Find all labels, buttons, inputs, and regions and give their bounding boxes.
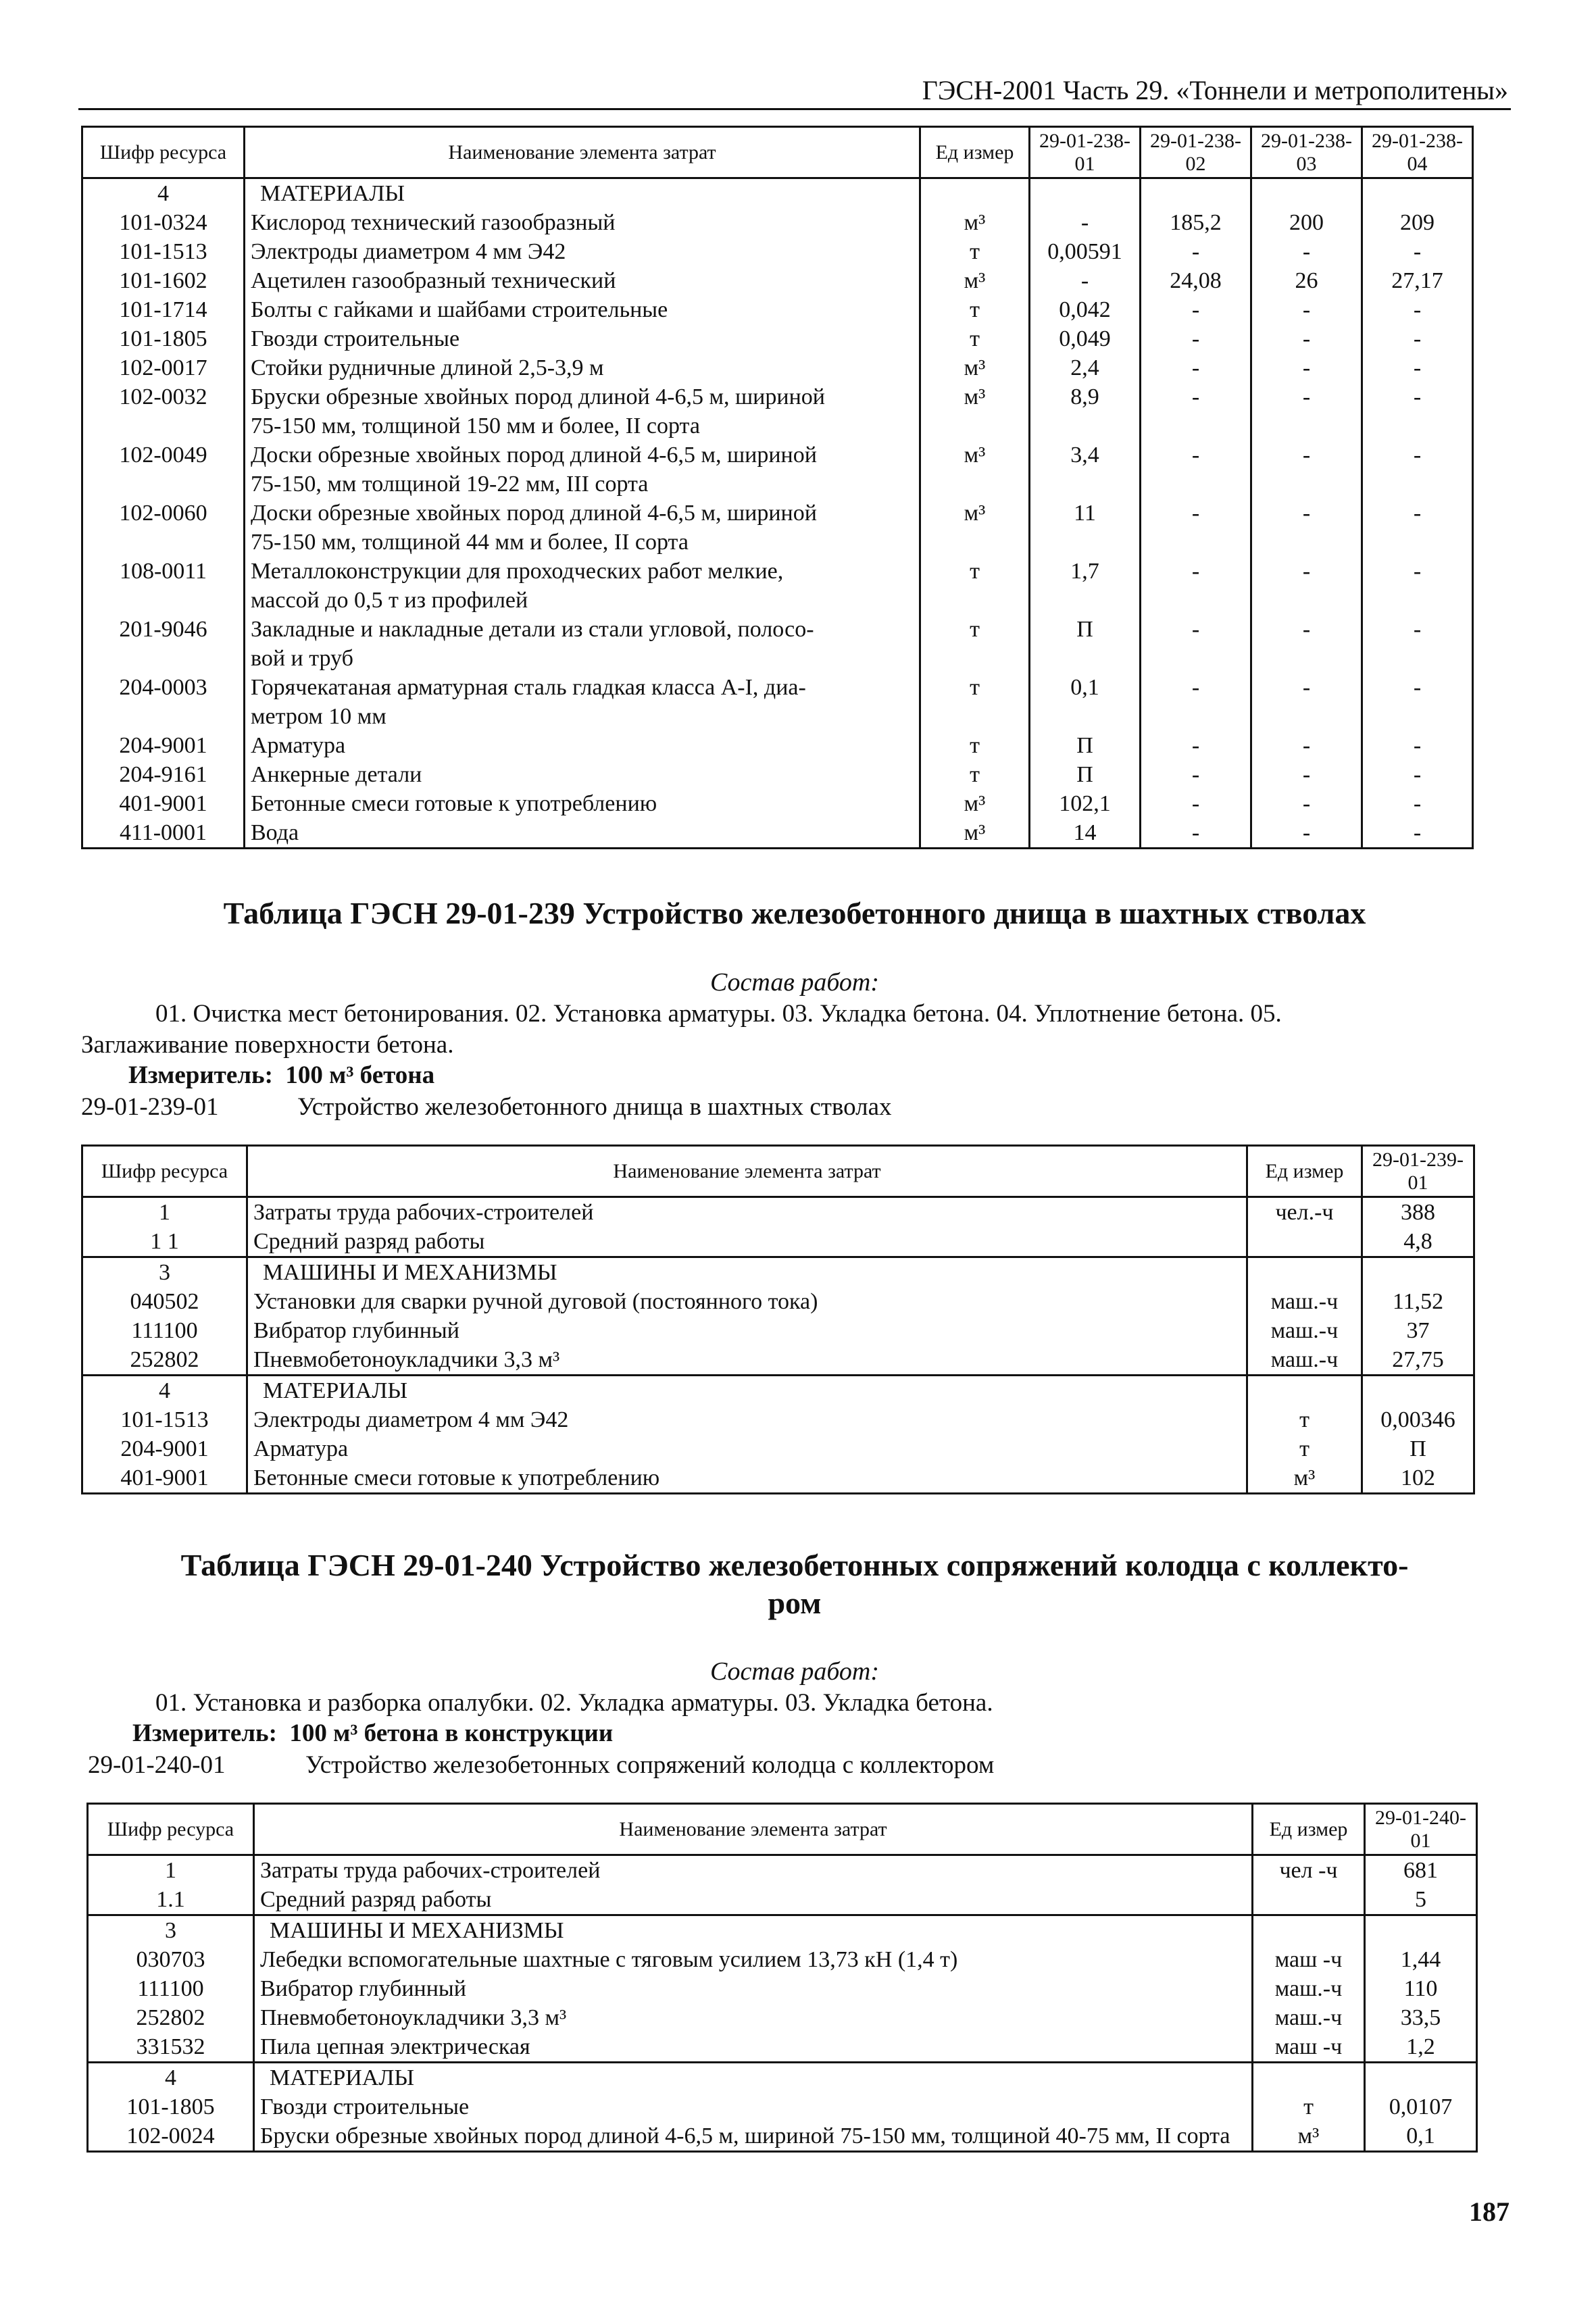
- resource-name: Пневмобетоноукладчики 3,3 м³: [247, 1345, 1247, 1376]
- value: 110: [1365, 1974, 1477, 2003]
- resource-name-line: метром 10 мм: [251, 704, 386, 729]
- composition-line2-239: Заглаживание поверхности бетона.: [81, 1031, 454, 1059]
- resource-name-line: Бетонные смеси готовые к употреблению: [251, 791, 657, 816]
- value: 4,8: [1362, 1227, 1474, 1257]
- value-238-03: -: [1251, 237, 1362, 266]
- col-header-code: Шифр ресурса: [88, 1804, 254, 1855]
- table-row: [82, 1197, 1474, 1228]
- resource-code: 108-0011: [82, 557, 245, 615]
- resource-name: Электроды диаметром 4 мм Э42: [247, 1405, 1247, 1434]
- resource-name: Вибратор глубинный: [247, 1316, 1247, 1345]
- table-row: [82, 557, 1473, 615]
- unit: маш.-ч: [1253, 1974, 1365, 2003]
- resource-name: [245, 266, 920, 295]
- resource-name: Затраты труда рабочих-строителей: [254, 1855, 1253, 1886]
- table-row: [88, 2032, 1477, 2063]
- unit: [1247, 1227, 1362, 1257]
- resource-name: Затраты труда рабочих-строителей: [247, 1197, 1247, 1228]
- value-238-02: -: [1141, 818, 1251, 849]
- materials-table-238: [81, 126, 1474, 849]
- resource-name-line: Ацетилен газообразный технический: [251, 268, 616, 293]
- table-row: [82, 441, 1473, 499]
- value-238-04: -: [1362, 382, 1473, 441]
- value-238-02: -: [1141, 615, 1251, 673]
- resource-code: 102-0060: [82, 499, 245, 557]
- table-row: [82, 208, 1473, 237]
- resource-code: 102-0024: [88, 2121, 254, 2152]
- unit: [1247, 1257, 1362, 1288]
- unit: м³: [1253, 2121, 1365, 2152]
- resource-name: Средний разряд работы: [254, 1885, 1253, 1915]
- value-238-04: -: [1362, 818, 1473, 849]
- resource-code: 4: [88, 2063, 254, 2093]
- value-238-02: -: [1141, 237, 1251, 266]
- resource-code: 4: [82, 178, 245, 209]
- value: 388: [1362, 1197, 1474, 1228]
- resource-name-line: 75-150, мм толщиной 19-22 мм, III сорта: [251, 472, 649, 497]
- unit: маш.-ч: [1253, 2003, 1365, 2032]
- table-row: [82, 1434, 1474, 1463]
- table-row: [82, 1227, 1474, 1257]
- value-238-01: П: [1030, 615, 1141, 673]
- col-header-code: Шифр ресурса: [82, 127, 245, 178]
- table-row: [88, 2003, 1477, 2032]
- col-header-240-01: 29-01-240-01: [1365, 1804, 1477, 1855]
- value-238-03: -: [1251, 615, 1362, 673]
- resource-name: [245, 789, 920, 818]
- unit: т: [920, 615, 1030, 673]
- value-238-04: 209: [1362, 208, 1473, 237]
- value-238-04: -: [1362, 499, 1473, 557]
- measure-value-240: 100 м³ бетона в конструкции: [289, 1719, 614, 1747]
- resource-code: 252802: [82, 1345, 247, 1376]
- value-238-03: -: [1251, 789, 1362, 818]
- unit: маш -ч: [1253, 2032, 1365, 2063]
- value-238-03: -: [1251, 818, 1362, 849]
- value-238-04: -: [1362, 615, 1473, 673]
- value-238-02: -: [1141, 673, 1251, 731]
- value-238-04: -: [1362, 324, 1473, 353]
- value-238-01: 3,4: [1030, 441, 1141, 499]
- value-238-02: -: [1141, 295, 1251, 324]
- value: [1365, 1915, 1477, 1946]
- resource-name: [245, 760, 920, 789]
- unit: м³: [1247, 1463, 1362, 1494]
- value-238-03: -: [1251, 760, 1362, 789]
- resource-name-line: Стойки рудничные длиной 2,5-3,9 м: [251, 355, 604, 380]
- resource-code: 111100: [88, 1974, 254, 2003]
- resource-name-line: массой до 0,5 т из профилей: [251, 588, 528, 613]
- unit: м³: [920, 266, 1030, 295]
- table-row: [82, 1316, 1474, 1345]
- resource-name-line: Горячекатаная арматурная сталь гладкая класса А-I, диа-: [251, 675, 806, 700]
- resource-code: 102-0049: [82, 441, 245, 499]
- resource-name-line: Кислород технический газообразный: [251, 210, 616, 235]
- resource-name: [245, 818, 920, 849]
- value-238-01: 11: [1030, 499, 1141, 557]
- table-row: [88, 2092, 1477, 2121]
- section-row: [82, 1257, 1474, 1288]
- norm-name-240: Устройство железобетонных сопряжений колодца с коллектором: [305, 1751, 995, 1779]
- resource-code: 4: [82, 1376, 247, 1406]
- col-header-238-04: 29-01-238-04: [1362, 127, 1473, 178]
- value-238-03: -: [1251, 295, 1362, 324]
- unit: [1253, 2063, 1365, 2093]
- value-238-04: -: [1362, 557, 1473, 615]
- unit: чел -ч: [1253, 1855, 1365, 1886]
- resource-name: Средний разряд работы: [247, 1227, 1247, 1257]
- value-238-02: -: [1141, 441, 1251, 499]
- resource-name-line: Гвозди строительные: [251, 326, 460, 351]
- resource-code: 204-9001: [82, 731, 245, 760]
- value-238-01: 0,042: [1030, 295, 1141, 324]
- value-238-03: -: [1251, 673, 1362, 731]
- resource-code: 111100: [82, 1316, 247, 1345]
- resource-name: [245, 324, 920, 353]
- resource-name: Арматура: [247, 1434, 1247, 1463]
- value-238-01: -: [1030, 208, 1141, 237]
- norm-name-239: Устройство железобетонного днища в шахтных стволах: [297, 1093, 892, 1121]
- resource-code: 3: [82, 1257, 247, 1288]
- resource-code: 101-1513: [82, 1405, 247, 1434]
- unit: т: [920, 760, 1030, 789]
- table-row: [82, 295, 1473, 324]
- table-row: [82, 789, 1473, 818]
- resource-name: [245, 353, 920, 382]
- value: [1362, 1257, 1474, 1288]
- value-238-04: -: [1362, 731, 1473, 760]
- value-238-04: -: [1362, 673, 1473, 731]
- resource-name: Пневмобетоноукладчики 3,3 м³: [254, 2003, 1253, 2032]
- measure-label-240: Измеритель:: [132, 1719, 277, 1747]
- resource-code: 401-9001: [82, 789, 245, 818]
- value-238-02: -: [1141, 557, 1251, 615]
- resource-code: 1 1: [82, 1227, 247, 1257]
- resource-code: 331532: [88, 2032, 254, 2063]
- value: 1,2: [1365, 2032, 1477, 2063]
- resource-code: 101-1714: [82, 295, 245, 324]
- resource-code: 102-0032: [82, 382, 245, 441]
- value-238-01: 8,9: [1030, 382, 1141, 441]
- resource-name-line: Анкерные детали: [251, 762, 422, 787]
- unit: т: [920, 731, 1030, 760]
- resource-code: 411-0001: [82, 818, 245, 849]
- value-238-04: -: [1362, 789, 1473, 818]
- unit: т: [920, 324, 1030, 353]
- table-row: [88, 2121, 1477, 2152]
- section-heading: МАШИНЫ И МЕХАНИЗМЫ: [254, 1915, 1253, 1946]
- unit: чел.-ч: [1247, 1197, 1362, 1228]
- resource-name: Пила цепная электрическая: [254, 2032, 1253, 2063]
- resource-code: 201-9046: [82, 615, 245, 673]
- section-heading: МАТЕРИАЛЫ: [245, 178, 920, 209]
- value-238-02: -: [1141, 499, 1251, 557]
- value-238-04: -: [1362, 441, 1473, 499]
- unit: маш.-ч: [1247, 1287, 1362, 1316]
- table-239-title: Таблица ГЭСН 29-01-239 Устройство железобетонного днища в шахтных стволах: [223, 896, 1366, 930]
- value-238-03: 200: [1251, 208, 1362, 237]
- resource-name-line: Вода: [251, 820, 299, 845]
- resource-name: Гвозди строительные: [254, 2092, 1253, 2121]
- col-header-239-01: 29-01-239-01: [1362, 1146, 1474, 1197]
- empty-cell: [920, 178, 1030, 209]
- resource-name-line: Болты с гайками и шайбами строительные: [251, 297, 668, 322]
- table-row: [82, 1463, 1474, 1494]
- resource-name-line: Арматура: [251, 733, 346, 758]
- value-238-01: 14: [1030, 818, 1141, 849]
- resource-name-line: Доски обрезные хвойных пород длиной 4-6,5 м, шириной: [251, 501, 817, 526]
- resource-name-line: 75-150 мм, толщиной 150 мм и более, II сорта: [251, 413, 700, 438]
- col-header-unit: Ед измер: [920, 127, 1030, 178]
- col-header-238-03: 29-01-238-03: [1251, 127, 1362, 178]
- table-240-title-line2: ром: [768, 1586, 822, 1620]
- table-row: [82, 499, 1473, 557]
- value-238-02: -: [1141, 789, 1251, 818]
- resource-code: 101-1805: [88, 2092, 254, 2121]
- resource-name-line: Закладные и накладные детали из стали угловой, полосо-: [251, 617, 814, 642]
- value-238-03: -: [1251, 382, 1362, 441]
- measure-239: [128, 1061, 434, 1090]
- unit: [1253, 1885, 1365, 1915]
- table-row: [82, 1345, 1474, 1376]
- value-238-03: -: [1251, 731, 1362, 760]
- composition-label-239: Состав работ:: [709, 968, 880, 997]
- empty-cell: [1141, 178, 1251, 209]
- resource-code: 101-0324: [82, 208, 245, 237]
- value: 681: [1365, 1855, 1477, 1886]
- value: П: [1362, 1434, 1474, 1463]
- norm-code-240: 29-01-240-01: [88, 1751, 226, 1779]
- value: 1,44: [1365, 1945, 1477, 1974]
- value: 102: [1362, 1463, 1474, 1494]
- table-row: [82, 1405, 1474, 1434]
- resource-name: [245, 557, 920, 615]
- section-heading: МАШИНЫ И МЕХАНИЗМЫ: [247, 1257, 1247, 1288]
- header-rule: [78, 108, 1511, 110]
- resource-name: [245, 615, 920, 673]
- section-row: [82, 1376, 1474, 1406]
- section-row: [88, 2063, 1477, 2093]
- col-header-238-02: 29-01-238-02: [1141, 127, 1251, 178]
- value-238-01: П: [1030, 760, 1141, 789]
- resource-code: 252802: [88, 2003, 254, 2032]
- table-row: [82, 1287, 1474, 1316]
- value-238-02: 185,2: [1141, 208, 1251, 237]
- table-row: [82, 324, 1473, 353]
- resource-code: 1.1: [88, 1885, 254, 1915]
- col-header-unit: Ед измер: [1253, 1804, 1365, 1855]
- running-header: ГЭСН-2001 Часть 29. «Тоннели и метрополитены»: [922, 75, 1508, 105]
- resource-name: [245, 208, 920, 237]
- empty-cell: [1362, 178, 1473, 209]
- value-238-03: -: [1251, 324, 1362, 353]
- table-row: [88, 1885, 1477, 1915]
- value-238-04: -: [1362, 760, 1473, 789]
- resource-name: Бетонные смеси готовые к употреблению: [247, 1463, 1247, 1494]
- col-header-name: Наименование элемента затрат: [247, 1146, 1247, 1197]
- resource-name: [245, 295, 920, 324]
- value: 0,0107: [1365, 2092, 1477, 2121]
- unit: маш.-ч: [1247, 1345, 1362, 1376]
- unit: т: [920, 295, 1030, 324]
- resource-name-line: Доски обрезные хвойных пород длиной 4-6,5 м, шириной: [251, 443, 817, 468]
- resource-name: Бруски обрезные хвойных пород длиной 4-6,5 м, шириной 75-150 мм, толщиной 40-75 мм, II сорта: [254, 2121, 1253, 2152]
- value-238-02: -: [1141, 731, 1251, 760]
- resource-code: 3: [88, 1915, 254, 1946]
- value: [1365, 2063, 1477, 2093]
- resource-name: [245, 499, 920, 557]
- page-number: 187: [1469, 2196, 1510, 2227]
- col-header-name: Наименование элемента затрат: [254, 1804, 1253, 1855]
- col-header-code: Шифр ресурса: [82, 1146, 247, 1197]
- table-row: [82, 237, 1473, 266]
- resource-code: 204-9001: [82, 1434, 247, 1463]
- resources-table-240: [86, 1803, 1478, 2153]
- unit: т: [1247, 1405, 1362, 1434]
- value-238-01: 0,1: [1030, 673, 1141, 731]
- section-heading: МАТЕРИАЛЫ: [254, 2063, 1253, 2093]
- norm-code-239: 29-01-239-01: [81, 1093, 219, 1121]
- unit: т: [920, 557, 1030, 615]
- value-238-02: 24,08: [1141, 266, 1251, 295]
- value-238-02: -: [1141, 324, 1251, 353]
- value-238-01: 1,7: [1030, 557, 1141, 615]
- unit: м³: [920, 789, 1030, 818]
- unit: м³: [920, 441, 1030, 499]
- unit: т: [1253, 2092, 1365, 2121]
- resource-name-line: Электроды диаметром 4 мм Э42: [251, 239, 566, 264]
- unit: м³: [920, 499, 1030, 557]
- col-header-unit: Ед измер: [1247, 1146, 1362, 1197]
- measure-label-239: Измеритель:: [128, 1061, 273, 1089]
- value-238-03: -: [1251, 499, 1362, 557]
- value-238-02: -: [1141, 760, 1251, 789]
- measure-240: [132, 1719, 613, 1748]
- resource-code: 101-1602: [82, 266, 245, 295]
- value-238-01: 0,049: [1030, 324, 1141, 353]
- table-row: [88, 1945, 1477, 1974]
- unit: т: [920, 237, 1030, 266]
- value-238-03: -: [1251, 557, 1362, 615]
- measure-value-239: 100 м³ бетона: [285, 1061, 435, 1089]
- table-row: [82, 615, 1473, 673]
- unit: м³: [920, 208, 1030, 237]
- resource-name-line: 75-150 мм, толщиной 44 мм и более, II сорта: [251, 530, 689, 555]
- value: 0,1: [1365, 2121, 1477, 2152]
- composition-label-240: Состав работ:: [709, 1657, 880, 1686]
- value-238-01: -: [1030, 266, 1141, 295]
- unit: [1253, 1915, 1365, 1946]
- value-238-03: -: [1251, 441, 1362, 499]
- resource-code: 030703: [88, 1945, 254, 1974]
- value-238-04: 27,17: [1362, 266, 1473, 295]
- resource-code: 401-9001: [82, 1463, 247, 1494]
- section-row: [82, 178, 1473, 209]
- unit: м³: [920, 382, 1030, 441]
- unit: м³: [920, 818, 1030, 849]
- unit: т: [1247, 1434, 1362, 1463]
- value-238-02: -: [1141, 353, 1251, 382]
- empty-cell: [1251, 178, 1362, 209]
- value-238-01: П: [1030, 731, 1141, 760]
- resource-code: 101-1513: [82, 237, 245, 266]
- table-row: [82, 760, 1473, 789]
- resource-name-line: вой и труб: [251, 646, 353, 671]
- composition-line1-239: 01. Очистка мест бетонирования. 02. Установка арматуры. 03. Укладка бетона. 04. Уплотнение бетона. 05.: [155, 1000, 1282, 1028]
- unit: маш.-ч: [1247, 1316, 1362, 1345]
- value-238-03: 26: [1251, 266, 1362, 295]
- value-238-04: -: [1362, 353, 1473, 382]
- resources-table-239: [81, 1145, 1475, 1494]
- value: 0,00346: [1362, 1405, 1474, 1434]
- value-238-04: -: [1362, 295, 1473, 324]
- value-238-01: 102,1: [1030, 789, 1141, 818]
- resource-name: [245, 237, 920, 266]
- unit: т: [920, 673, 1030, 731]
- table-240-title-line1: Таблица ГЭСН 29-01-240 Устройство железобетонных сопряжений колодца с коллекто-: [180, 1548, 1409, 1582]
- table-row: [82, 731, 1473, 760]
- resource-code: 204-0003: [82, 673, 245, 731]
- resource-code: 1: [82, 1197, 247, 1228]
- unit: [1247, 1376, 1362, 1406]
- value-238-04: -: [1362, 237, 1473, 266]
- resource-code: 102-0017: [82, 353, 245, 382]
- unit: маш -ч: [1253, 1945, 1365, 1974]
- resource-name: Лебедки вспомогательные шахтные с тяговым усилием 13,73 кН (1,4 т): [254, 1945, 1253, 1974]
- table-row: [82, 673, 1473, 731]
- table-row: [82, 382, 1473, 441]
- table-row: [88, 1974, 1477, 2003]
- value-238-02: -: [1141, 382, 1251, 441]
- table-row: [82, 818, 1473, 849]
- value: 37: [1362, 1316, 1474, 1345]
- table-row: [82, 353, 1473, 382]
- resource-code: 101-1805: [82, 324, 245, 353]
- table-row: [82, 266, 1473, 295]
- col-header-238-01: 29-01-238-01: [1030, 127, 1141, 178]
- col-header-name: Наименование элемента затрат: [245, 127, 920, 178]
- empty-cell: [1030, 178, 1141, 209]
- resource-code: 1: [88, 1855, 254, 1886]
- section-row: [88, 1915, 1477, 1946]
- resource-name-line: Бруски обрезные хвойных пород длиной 4-6,5 м, шириной: [251, 384, 825, 409]
- value-238-03: -: [1251, 353, 1362, 382]
- resource-name: [245, 731, 920, 760]
- section-heading: МАТЕРИАЛЫ: [247, 1376, 1247, 1406]
- resource-name: Установки для сварки ручной дуговой (постоянного тока): [247, 1287, 1247, 1316]
- value: 27,75: [1362, 1345, 1474, 1376]
- composition-line1-240: 01. Установка и разборка опалубки. 02. Укладка арматуры. 03. Укладка бетона.: [155, 1689, 993, 1717]
- value: 5: [1365, 1885, 1477, 1915]
- resource-name: [245, 382, 920, 441]
- value: [1362, 1376, 1474, 1406]
- value: 11,52: [1362, 1287, 1474, 1316]
- resource-name-line: Металлоконструкции для проходческих работ мелкие,: [251, 559, 784, 584]
- unit: м³: [920, 353, 1030, 382]
- value-238-01: 0,00591: [1030, 237, 1141, 266]
- resource-name: [245, 441, 920, 499]
- resource-name: [245, 673, 920, 731]
- resource-code: 040502: [82, 1287, 247, 1316]
- resource-name: Вибратор глубинный: [254, 1974, 1253, 2003]
- value-238-01: 2,4: [1030, 353, 1141, 382]
- resource-code: 204-9161: [82, 760, 245, 789]
- value: 33,5: [1365, 2003, 1477, 2032]
- table-row: [88, 1855, 1477, 1886]
